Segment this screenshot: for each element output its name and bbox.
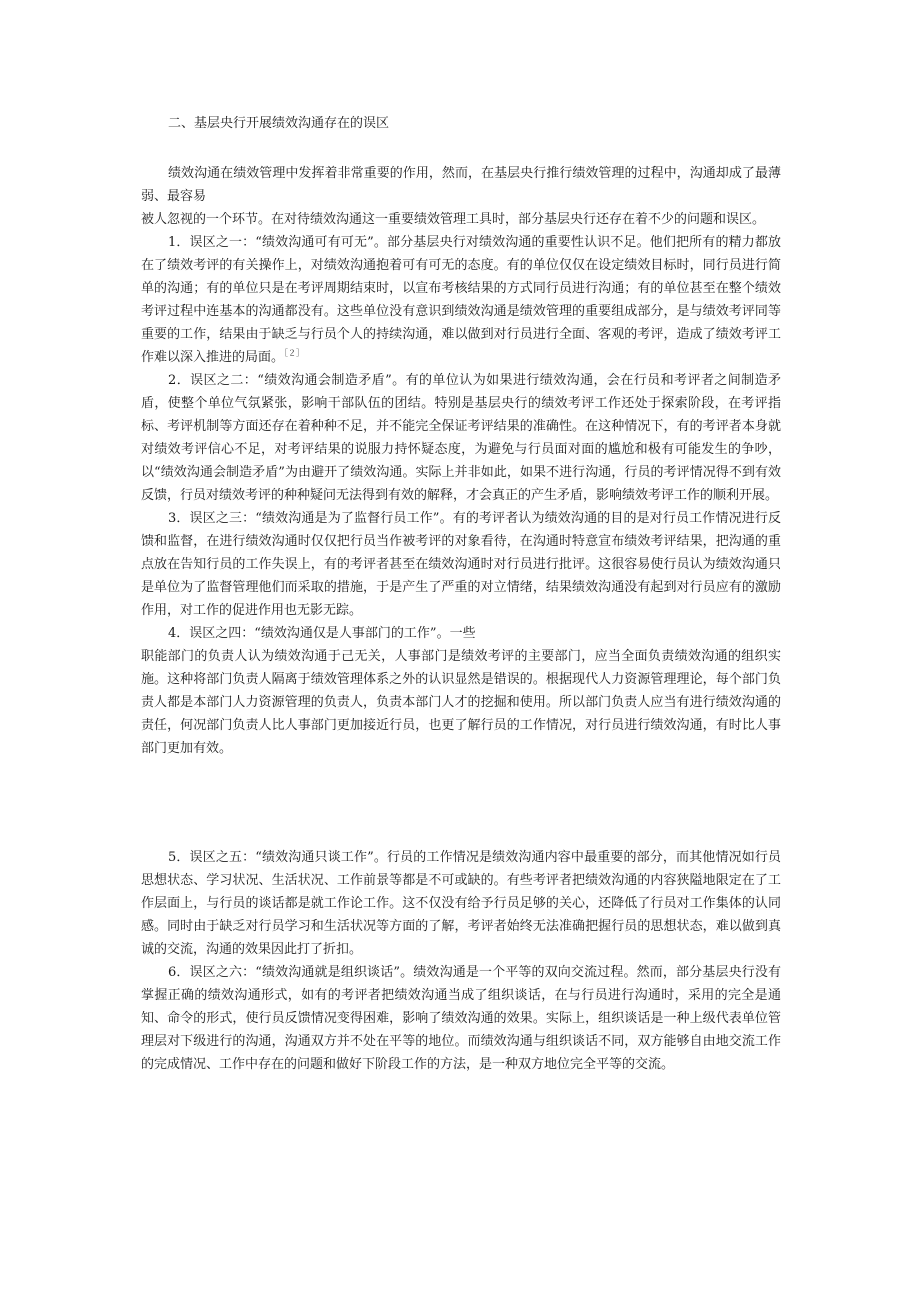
misconception-1-paragraph — [141, 231, 781, 369]
page-gap — [141, 760, 781, 846]
intro-paragraph-line1: 绩效沟通在绩效管理中发挥着非常重要的作用，然而，在基层央行推行绩效管理的过程中，沟通却成了最薄弱、最容易 — [141, 166, 781, 204]
intro-paragraph-line2: 被人忽视的一个环节。在对待绩效沟通这一重要绩效管理工具时，部分基层央行还存在着不少的问题和误区。 — [141, 212, 766, 227]
reference-marker: ［２］ — [284, 348, 305, 358]
misconception-6-paragraph: 6．误区之六：“绩效沟通就是组织谈话”。绩效沟通是一个平等的双向交流过程。然而，部分基层央行没有掌握正确的绩效沟通形式，如有的考评者把绩效沟通当成了组织谈话，在与行员进行沟通时，采用的完全是通知、命令的形式，使行员反馈情况变得困难，影响了绩效沟通的效果。实际上，组织谈话是一种上级代表单位管理层对下级进行的沟通，沟通双方并不处在平等的地位。而绩效沟通与组织谈话不同，双方能够自由地交流工作的完成情况、工作中存在的问题和做好下阶段工作的方法，是一种双方地位完全平等的交流。 — [141, 965, 781, 1072]
document-body — [141, 112, 781, 1076]
misconception-5-paragraph: 5．误区之五：“绩效沟通只谈工作”。行员的工作情况是绩效沟通内容中最重要的部分，而其他情况如行员思想状态、学习状况、生活状况、工作前景等都是不可或缺的。有些考评者把绩效沟通的内容狭隘地限定在了工作层面上，与行员的谈话都是就工作论工作。这不仅没有给予行员足够的关心，还降低了行员对工作集体的认同感。同时由于缺乏对行员学习和生活状况等方面的了解，考评者始终无法准确把握行员的思想状态，难以做到真诚的交流，沟通的效果因此打了折扣。 — [141, 850, 781, 957]
section-heading: 二、基层央行开展绩效沟通存在的误区 — [168, 116, 390, 131]
misconception-4-paragraph: 职能部门的负责人认为绩效沟通于己无关，人事部门是绩效考评的主要部门，应当全面负责绩效沟通的组织实施。这种将部门负责人隔离于绩效管理体系之外的认识显然是错误的。根据现代人力资源管理理论，每个部门负责人都是本部门人力资源管理的负责人，负责本部门人才的挖掘和使用。所以部门负责人应当有进行绩效沟通的责任，何况部门负责人比人事部门更加接近行员，也更了解行员的工作情况，对行员进行绩效沟通，有时比人事部门更加有效。 — [141, 649, 781, 756]
misconception-2-paragraph: 2．误区之二：“绩效沟通会制造矛盾”。有的单位认为如果进行绩效沟通，会在行员和考评者之间制造矛盾，使整个单位气氛紧张，影响干部队伍的团结。特别是基层央行的绩效考评工作还处于探索阶段，在考评指标、考评机制等方面还存在着种种不足，并不能完全保证考评结果的准确性。在这种情况下，有的考评者本身就对绩效考评信心不足，对考评结果的说服力持怀疑态度，为避免与行员面对面的尴尬和极有可能发生的争吵，以“绩效沟通会制造矛盾”为由避开了绩效沟通。实际上并非如此，如果不进行沟通，行员的考评情况得不到有效反馈，行员对绩效考评的种种疑问无法得到有效的解释，才会真正的产生矛盾，影响绩效考评工作的顺利开展。 — [141, 373, 781, 503]
misconception-4-heading-line: 4．误区之四：“绩效沟通仅是人事部门的工作”。一些 — [168, 626, 476, 641]
misconception-1-text: 1．误区之一：“绩效沟通可有可无”。部分基层央行对绩效沟通的重要性认识不足。他们把所有的精力都放在了绩效考评的有关操作上，对绩效沟通抱着可有可无的态度。有的单位仅仅在设定绩效目标时，同行员进行简单的沟通；有的单位只是在考评周期结束时，以宣布考核结果的方式同行员进行沟通；有的单位甚至在整个绩效考评过程中连基本的沟通都没有。这些单位没有意识到绩效沟通是绩效管理的重要组成部分，是与绩效考评同等重要的工作，结果由于缺乏与行员个人的持续沟通，难以做到对行员进行全面、客观的考评，造成了绩效考评工作难以深入推进的局面。 — [141, 235, 781, 365]
misconception-3-paragraph: 3．误区之三：“绩效沟通是为了监督行员工作”。有的考评者认为绩效沟通的目的是对行员工作情况进行反馈和监督，在进行绩效沟通时仅仅把行员当作被考评的对象看待，在沟通时特意宣布绩效考评结果，把沟通的重点放在告知行员的工作失误上，有的考评者甚至在绩效沟通时对行员进行批评。这很容易使行员认为绩效沟通只是单位为了监督管理他们而采取的措施，于是产生了严重的对立情绪，结果绩效沟通没有起到对行员应有的激励作用，对工作的促进作用也无影无踪。 — [141, 511, 781, 618]
